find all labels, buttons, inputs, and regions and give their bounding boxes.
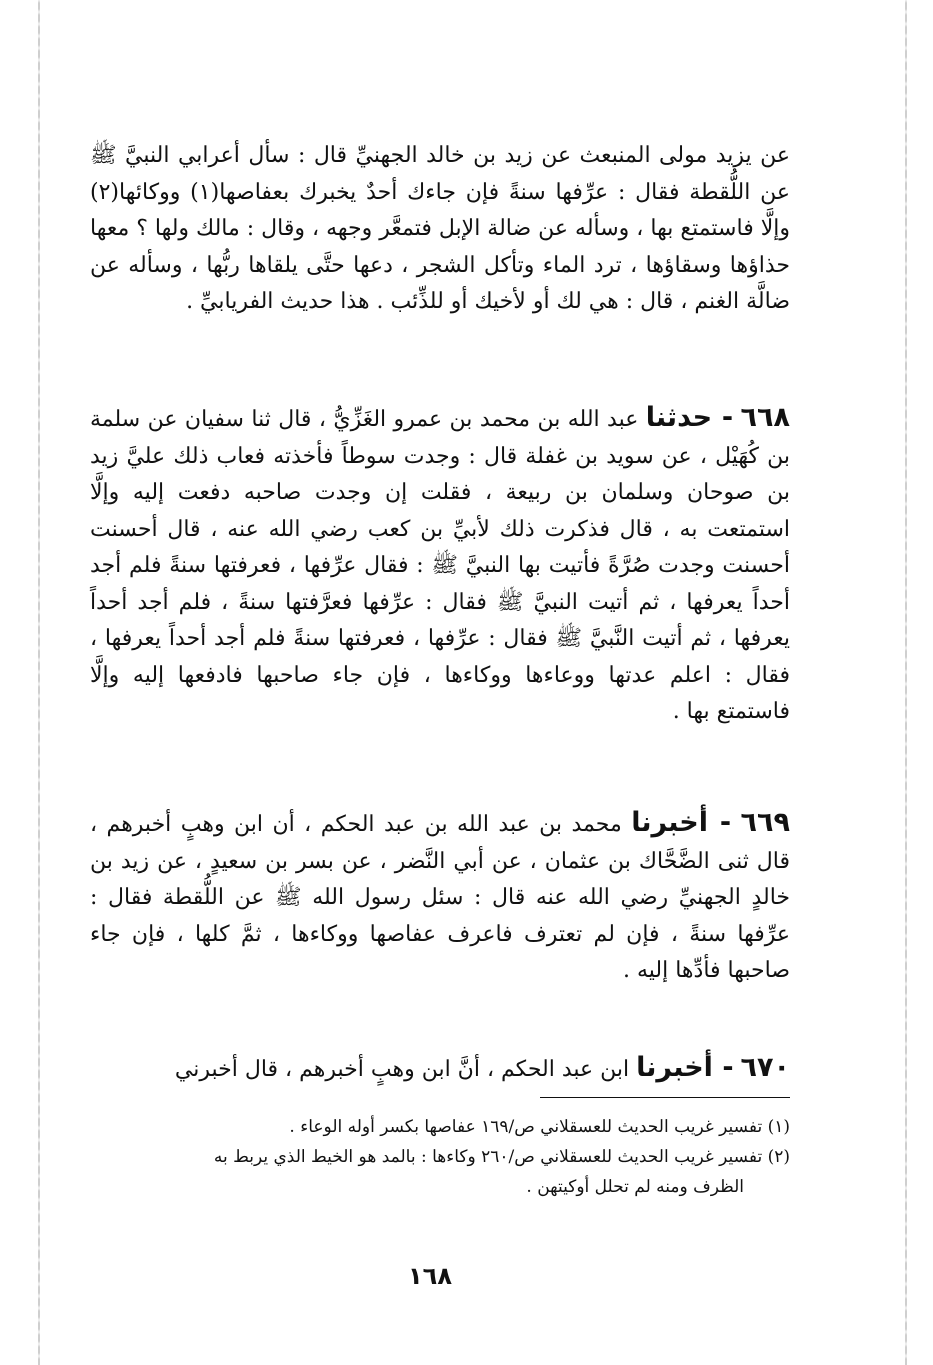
right-margin-dots <box>905 0 907 1365</box>
footnotes <box>90 1112 790 1202</box>
footnote-marker: (٢) <box>767 1147 790 1167</box>
footnote-text: تفسير غريب الحديث للعسقلاني ص/٢٦٠ وكاءها : بالمد هو الخيط الذي يربط به <box>213 1147 763 1167</box>
hadith-number: ٦٦٩ <box>740 807 790 838</box>
footnote-divider <box>540 1097 790 1098</box>
hadith-paragraph-668 <box>90 400 790 731</box>
page-number: ١٦٨ <box>408 1262 452 1290</box>
hadith-paragraph-669 <box>90 805 790 990</box>
hadith-keyword: - أخبرنا <box>631 807 732 838</box>
footnote-marker: (١) <box>767 1117 790 1137</box>
hadith-paragraph-intro <box>90 138 790 321</box>
footnote-2-continuation: الظرف ومنه لم تحلل أوكيتهن . <box>526 1177 744 1197</box>
footnote-2 <box>90 1142 790 1172</box>
hadith-paragraph-670 <box>90 1050 790 1089</box>
footnote-text: تفسير غريب الحديث للعسقلاني ص/١٦٩ عفاصها بكسر أوله الوعاء . <box>289 1117 763 1137</box>
hadith-keyword: - حدثنا <box>645 402 734 433</box>
hadith-number: ٦٧٠ <box>740 1052 790 1083</box>
left-margin-dots <box>38 0 40 1365</box>
hadith-number: ٦٦٨ <box>740 402 790 433</box>
hadith-keyword: - أخبرنا <box>636 1052 734 1083</box>
paragraph-text: عن يزيد مولى المنبعث عن زيد بن خالد الجهنيِّ قال : سأل أعرابي النبيَّ ﷺ عن اللُّقطة فقال : عرِّفها سنةً فإن جاءك أحدٌ يخبرك بعفاصها(١) ووكائها(٢) وإلَّا فاستمتع بها ، وسأله عن ضالة الإبل فتمعَّر وجهه ، وقال : مالك ولها ؟ معها حذاؤها وسقاؤها ، ترد الماء وتأكل الشجر ، دعها حتَّى يلقاها ربُّها ، وسأله عن ضالَّة الغنم ، قال : هي لك أو لأخيك أو للذِّئب . هذا حديث الفريابيِّ . <box>89 143 790 314</box>
paragraph-text: ابن عبد الحكم ، أنَّ ابن وهبٍ أخبرهم ، قال أخبرني <box>174 1057 630 1082</box>
paragraph-text: عبد الله بن محمد بن عمرو الغَزِّيُّ ، قال ثنا سفيان عن سلمة بن كُهَيْل ، عن سويد بن غفلة قال : وجدت سوطاً فأخذته فعاب ذلك عليَّ زيد بن صوحان وسلمان بن ربيعة ، فقلت إن وجدت صاحبه دفعت إليه وإلَّا استمتعت به ، قال فذكرت ذلك لأبيِّ بن كعب رضي الله عنه ، قال أحسنت أحسنت وجدت صُرَّةً فأتيت بها النبيَّ ﷺ : فقال عرِّفها ، فعرفتها سنةً فلم أجد أحداً يعرفها ، ثم أتيت النبيَّ ﷺ فقال : عرِّفها فعرَّفتها سنةً ، فلم أجد أحداً يعرفها ، ثم أتيت النَّبيَّ ﷺ فقال : عرِّفها ، فعرفتها سنةً فلم أجد أحداً يعرفها ، فقال : اعلم عدتها ووعاءها ووكاءها ، فإن جاء صاحبها فادفعها إليه وإلَّا فاستمتع بها . <box>90 407 790 724</box>
footnote-1 <box>90 1112 790 1142</box>
paragraph-text: محمد بن عبد الله بن عبد الحكم ، أن ابن وهبٍ أخبرهم ، قال ثنى الضَّحَّاك بن عثمان ، عن أبي النَّضر ، عن بسر بن سعيدٍ ، عن زيد بن خالدٍ الجهنيِّ رضي الله عنه قال : سئل رسول الله ﷺ عن اللُّقطة فقال : عرِّفها سنةً ، فإن لم تعترف فاعرف عفاصها ووكاءها ، ثمَّ كلها ، فإن جاء صاحبها فأدِّها إليه . <box>90 812 790 983</box>
